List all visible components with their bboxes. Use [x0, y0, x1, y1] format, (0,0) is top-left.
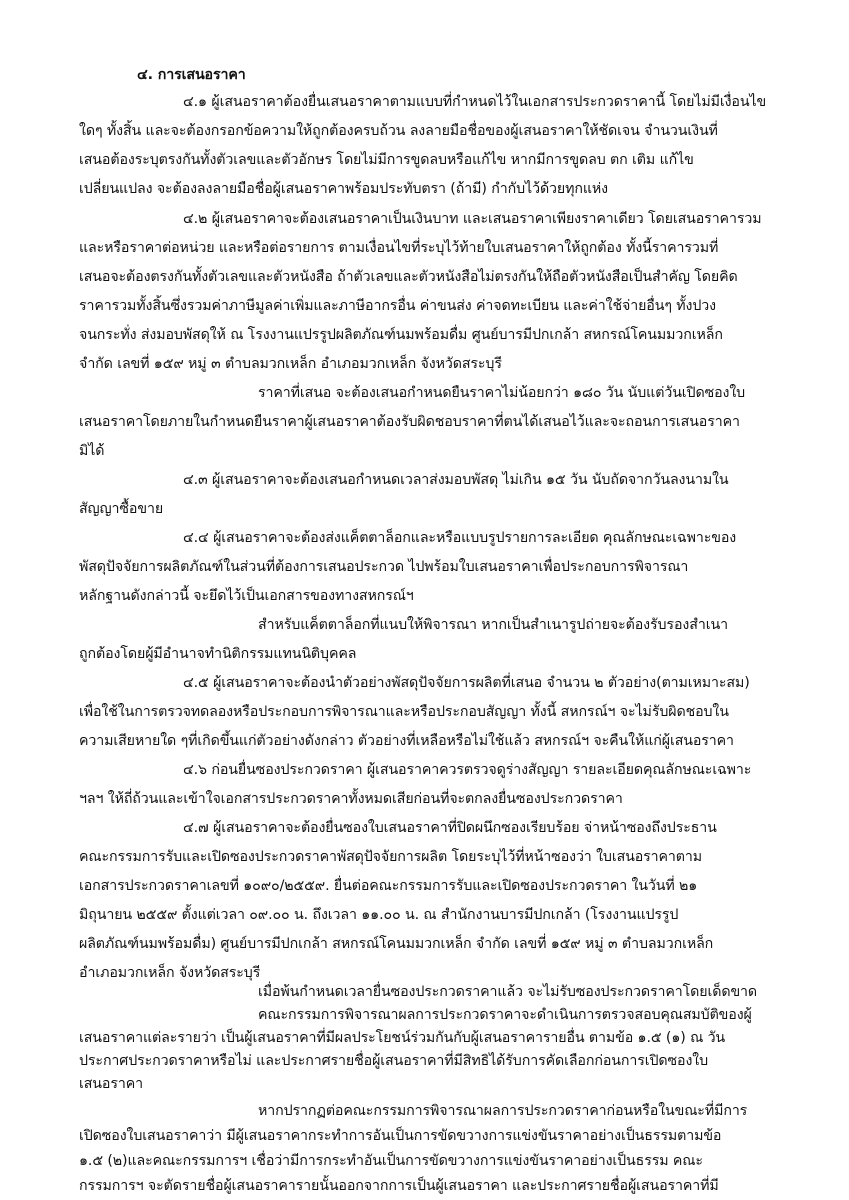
paragraph-line: เสนอราคาแต่ละรายว่า เป็นผู้เสนอราคาที่มีผลประโยชน์ร่วมกันกับผู้เสนอราคารายอื่น ตามข้อ ๑.๕ (๑) ณ วัน	[79, 1030, 726, 1046]
paragraph-line: มิได้	[79, 443, 105, 459]
paragraph-line: เสนอจะต้องตรงกันทั้งตัวเลขและตัวหนังสือ ถ้าตัวเลขและตัวหนังสือไม่ตรงกันให้ถือตัวหนังสือเป็นสำคัญ โดยคิด	[79, 269, 738, 285]
paragraph-line: จนกระทั่ง ส่งมอบพัสดุให้ ณ โรงงานแปรรูปผลิตภัณฑ์นมพร้อมดื่ม ศูนย์บารมีปกเกล้า สหกรณ์โคนมมวกเหล็ก	[79, 327, 723, 343]
paragraph-line: เสนอราคา	[79, 1076, 143, 1092]
paragraph-line: และหรือราคาต่อหน่วย และหรือต่อรายการ ตามเงื่อนไขที่ระบุไว้ท้ายใบเสนอราคาให้ถูกต้อง ทั้งนี้ราคารวมที่	[79, 240, 719, 256]
paragraph-line: ใดๆ ทั้งสิ้น และจะต้องกรอกข้อความให้ถูกต้องครบถ้วน ลงลายมือชื่อของผู้เสนอราคาให้ชัดเจน จำนวนเงินที่	[79, 123, 718, 139]
paragraph-line: ผลิตภัณฑ์นมพร้อมดื่ม) ศูนย์บารมีปกเกล้า สหกรณ์โคนมมวกเหล็ก จำกัด เลขที่ ๑๕๙ หมู่ ๓ ตำบลมวกเหล็ก	[79, 936, 714, 952]
paragraph-line: ๔.๕ ผู้เสนอราคาจะต้องนำตัวอย่างพัสดุปัจจัยการผลิตที่เสนอ จำนวน ๒ ตัวอย่าง(ตามเหมาะสม)	[183, 675, 750, 691]
paragraph-line: เสนอราคาโดยภายในกำหนดยืนราคาผู้เสนอราคาต้องรับผิดชอบราคาที่ตนได้เสนอไว้และจะถอนการเสนอราคา	[79, 414, 740, 430]
paragraph-line: เมื่อพ้นกำหนดเวลายื่นซองประกวดราคาแล้ว จะไม่รับซองประกวดราคาโดยเด็ดขาด	[258, 984, 758, 1000]
paragraph-line: มิถุนายน ๒๕๕๙ ตั้งแต่เวลา ๐๙.๐๐ น. ถึงเวลา ๑๑.๐๐ น. ณ สำนักงานบารมีปกเกล้า (โรงงานแปรรูป	[79, 907, 679, 923]
paragraph-line: ๔.๒ ผู้เสนอราคาจะต้องเสนอราคาเป็นเงินบาท และเสนอราคาเพียงราคาเดียว โดยเสนอราคารวม	[183, 211, 762, 227]
paragraph-line: ถูกต้องโดยผู้มีอำนาจทำนิติกรรมแทนนิติบุคคล	[79, 646, 357, 662]
paragraph-line: ๔.๗ ผู้เสนอราคาจะต้องยื่นซองใบเสนอราคาที่ปิดผนึกซองเรียบร้อย จ่าหน้าซองถึงประธาน	[183, 820, 717, 836]
section-heading: ๔. การเสนอราคา	[137, 67, 246, 83]
paragraph-line: เปลี่ยนแปลง จะต้องลงลายมือชื่อผู้เสนอราคาพร้อมประทับตรา (ถ้ามี) กำกับไว้ด้วยทุกแห่ง	[79, 181, 609, 197]
paragraph-line: หากปรากฏต่อคณะกรรมการพิจารณาผลการประกวดราคาก่อนหรือในขณะที่มีการ	[258, 1103, 748, 1119]
paragraph-line: หลักฐานดังกล่าวนี้ จะยึดไว้เป็นเอกสารของทางสหกรณ์ฯ	[79, 588, 414, 604]
paragraph-line: เสนอต้องระบุตรงกันทั้งตัวเลขและตัวอักษร โดยไม่มีการขูดลบหรือแก้ไข หากมีการขูดลบ ตก เติม แก้ไข	[79, 152, 694, 168]
paragraph-line: พัสดุปัจจัยการผลิตภัณฑ์ในส่วนที่ต้องการเสนอประกวด ไปพร้อมใบเสนอราคาเพื่อประกอบการพิจารณา	[79, 559, 689, 575]
paragraph-line: อำเภอมวกเหล็ก จังหวัดสระบุรี	[79, 965, 261, 981]
paragraph-line: ๔.๑ ผู้เสนอราคาต้องยื่นเสนอราคาตามแบบที่กำหนดไว้ในเอกสารประกวดราคานี้ โดยไม่มีเงื่อนไข	[183, 94, 767, 110]
paragraph-line: เอกสารประกวดราคาเลขที่ ๑๐๙๐/๒๕๕๙. ยื่นต่อคณะกรรมการรับและเปิดซองประกวดราคา ในวันที่ ๒๑	[79, 878, 698, 894]
paragraph-line: ความเสียหายใด ๆที่เกิดขึ้นแก่ตัวอย่างดังกล่าว ตัวอย่างที่เหลือหรือไม่ใช้แล้ว สหกรณ์ฯ จะคืนให้แก่ผู้เสนอราคา	[79, 733, 734, 749]
paragraph-line: เปิดซองใบเสนอราคาว่า มีผู้เสนอราคากระทำการอันเป็นการขัดขวางการแข่งขันราคาอย่างเป็นธรรมตามข้อ	[79, 1128, 722, 1144]
paragraph-line: ๔.๔ ผู้เสนอราคาจะต้องส่งแค็ตตาล็อกและหรือแบบรูปรายการละเอียด คุณลักษณะเฉพาะของ	[183, 530, 737, 546]
paragraph-line: ราคารวมทั้งสิ้นซึ่งรวมค่าภาษีมูลค่าเพิ่มและภาษีอากรอื่น ค่าขนส่ง ค่าจดทะเบียน และค่าใช้จ่ายอื่นๆ ทั้งปวง	[79, 298, 716, 314]
paragraph-line: ๑.๕ (๒)และคณะกรรมการฯ เชื่อว่ามีการกระทำอันเป็นการขัดขวางการแข่งขันราคาอย่างเป็นธรรม คณะ	[79, 1153, 703, 1169]
paragraph-line: สำหรับแค็ตตาล็อกที่แนบให้พิจารณา หากเป็นสำเนารูปถ่ายจะต้องรับรองสำเนา	[258, 617, 728, 633]
paragraph-line: สัญญาซื้อขาย	[79, 501, 164, 517]
paragraph-line: กรรมการฯ จะตัดรายชื่อผู้เสนอราคารายนั้นออกจากการเป็นผู้เสนอราคา และประกาศรายชื่อผู้เสนอราคาที่มี	[79, 1178, 719, 1194]
paragraph-line: ฯลฯ ให้ถี่ถ้วนและเข้าใจเอกสารประกวดราคาทั้งหมดเสียก่อนที่จะตกลงยื่นซองประกวดราคา	[79, 791, 623, 807]
paragraph-line: คณะกรรมการพิจารณาผลการประกวดราคาจะดำเนินการตรวจสอบคุณสมบัติของผู้	[258, 1007, 752, 1023]
paragraph-line: ประกาศประกวดราคาหรือไม่ และประกาศรายชื่อผู้เสนอราคาที่มีสิทธิได้รับการคัดเลือกก่อนการเปิดซองใบ	[79, 1053, 709, 1069]
paragraph-line: ๔.๓ ผู้เสนอราคาจะต้องเสนอกำหนดเวลาส่งมอบพัสดุ ไม่เกิน ๑๕ วัน นับถัดจากวันลงนามใน	[183, 472, 729, 488]
paragraph-line: ๔.๖ ก่อนยื่นซองประกวดราคา ผู้เสนอราคาควรตรวจดูร่างสัญญา รายละเอียดคุณลักษณะเฉพาะ	[183, 762, 752, 778]
paragraph-line: จำกัด เลขที่ ๑๕๙ หมู่ ๓ ตำบลมวกเหล็ก อำเภอมวกเหล็ก จังหวัดสระบุรี	[79, 356, 502, 372]
paragraph-line: ราคาที่เสนอ จะต้องเสนอกำหนดยืนราคาไม่น้อยกว่า ๑๘๐ วัน นับแต่วันเปิดซองใบ	[258, 385, 746, 401]
paragraph-line: เพื่อใช้ในการตรวจทดลองหรือประกอบการพิจารณาและหรือประกอบสัญญา ทั้งนี้ สหกรณ์ฯ จะไม่รับผิดชอบใน	[79, 704, 729, 720]
paragraph-line: คณะกรรมการรับและเปิดซองประกวดราคาพัสดุปัจจัยการผลิต โดยระบุไว้ที่หน้าซองว่า ใบเสนอราคาตาม	[79, 849, 703, 865]
